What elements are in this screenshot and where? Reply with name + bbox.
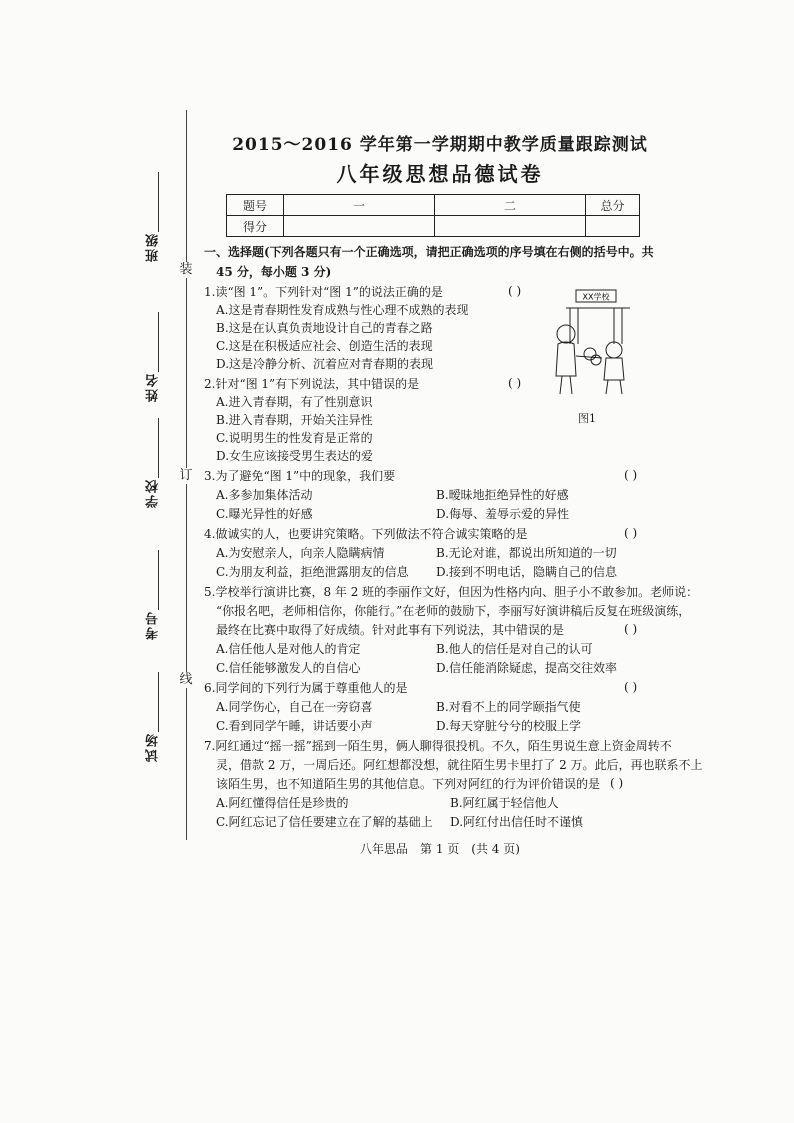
option: C.说明男生的性发育是正常的 [216,431,373,445]
option: B.无论对谁，都说出所知道的一切 [436,546,617,560]
figure-illustration [540,284,642,402]
field-class-line [158,172,159,232]
option: D.女生应该接受男生表达的爱 [216,449,374,463]
option: D.阿红付出信任时不谨慎 [450,815,584,829]
question-stem: 3.为了避免“图 1”中的现象，我们要 [204,469,396,483]
option: C.这是在积极适应社会、创造生活的表现 [216,339,433,353]
score-cell: 二 [435,195,586,216]
score-input-cell[interactable] [586,216,640,237]
field-exam-room-label: 试场 [146,732,161,762]
field-name-label: 姓名 [146,372,161,402]
exam-title: 2015～2016 学年第一学期期中教学质量跟踪测试 [232,135,648,155]
option: A.信任他人是对他人的肯定 [216,642,361,656]
option: C.曝光异性的好感 [216,507,313,521]
field-class[interactable] [140,172,170,262]
field-school-line [158,418,159,478]
score-table [226,194,640,237]
option: B.这是在认真负责地设计自己的青春之路 [216,321,433,335]
option: B.暧昧地拒绝异性的好感 [436,488,569,502]
option: A.这是青春期性发育成熟与性心理不成熟的表现 [216,303,469,317]
answer-paren[interactable]: ( ) [624,680,638,694]
binding-char-xian: 线 [179,672,193,687]
score-table-row [227,216,640,237]
field-name[interactable] [140,312,170,402]
option: D.侮辱、羞辱示爱的异性 [436,507,570,521]
option: C.阿红忘记了信任要建立在了解的基础上 [216,815,433,829]
field-name-line [158,312,159,372]
option: A.阿红懂得信任是珍贵的 [216,796,349,810]
option: B.阿红属于轻信他人 [450,796,559,810]
field-school-label: 学校 [146,478,161,508]
score-input-cell[interactable] [435,216,586,237]
question-stem: 7.阿红通过“摇一摇”摇到一陌生男，俩人聊得很投机。不久，陌生男说生意上资金周转不 [204,739,672,753]
option: B.他人的信任是对自己的认可 [436,642,593,656]
answer-paren[interactable]: ( ) [610,776,624,790]
exam-subtitle: 八年级思想品德试卷 [336,162,544,186]
answer-paren[interactable]: ( ) [624,468,638,482]
section-heading-cont: 45 分，每小题 3 分) [216,265,332,279]
option: D.每天穿脏兮兮的校服上学 [436,719,582,733]
section-heading: 一、选择题(下列各题只有一个正确选项，请把正确选项的序号填在右侧的括号中。共 [204,245,654,259]
option: C.为朋友利益，拒绝泄露朋友的信息 [216,565,409,579]
question-stem-cont: “你报名吧，老师相信你，你能行。”在老师的鼓励下，李丽写好演讲稿后反复在班级演练， [216,604,691,618]
option: D.接到不明电话，隐瞒自己的信息 [436,565,618,579]
option: D.这是冷静分析、沉着应对青春期的表现 [216,357,434,371]
question-stem-cont: 灵，借款 2 万，一周后还。阿红想都没想，就往陌生男卡里打了 2 万。此后，再也联系不上 [216,758,703,772]
score-cell: 得分 [227,216,284,237]
answer-paren[interactable]: ( ) [624,622,638,636]
score-cell: 总分 [586,195,640,216]
field-school[interactable] [140,418,170,508]
field-exam-room-line [158,672,159,732]
question-stem: 6.同学间的下列行为属于尊重他人的是 [204,681,408,695]
answer-paren[interactable]: ( ) [508,376,522,390]
question-stem: 5.学校举行演讲比赛，8 年 2 班的李丽作文好，但因为性格内向、胆子小不敢参加。老师说： [204,585,699,599]
field-exam-number[interactable] [140,550,170,640]
option: A.多参加集体活动 [216,488,313,502]
field-exam-number-label: 考号 [146,610,161,640]
binding-char-zhuang: 装 [179,262,193,277]
question-stem-cont: 最终在比赛中取得了好成绩。针对此事有下列说法，其中错误的是 [216,623,565,637]
score-cell: 一 [284,195,435,216]
option: A.为安慰亲人，向亲人隐瞒病情 [216,546,385,560]
option: B.对看不上的同学颐指气使 [436,700,581,714]
question-stem: 2.针对“图 1”有下列说法，其中错误的是 [204,377,420,391]
question-stem: 1.读“图 1”。下列针对“图 1”的说法正确的是 [204,285,443,299]
score-cell: 题号 [227,195,284,216]
field-class-label: 班级 [146,232,161,262]
option: D.信任能消除疑虑，提高交往效率 [436,661,618,675]
score-table-row [227,195,640,216]
option: B.进入青春期，开始关注异性 [216,413,373,427]
figure-school-sign: XX学校 [582,292,610,302]
answer-paren[interactable]: ( ) [508,284,522,298]
field-exam-room[interactable] [140,672,170,762]
field-exam-number-line [158,550,159,610]
question-stem: 4.做诚实的人，也要讲究策略。下列做法不符合诚实策略的是 [204,527,528,541]
question-stem-cont: 该陌生男，也不知道陌生男的其他信息。下列对阿红的行为评价错误的是 [216,777,601,791]
binding-char-ding: 订 [179,468,193,483]
answer-paren[interactable]: ( ) [624,526,638,540]
option: A.同学伤心，自己在一旁窃喜 [216,700,373,714]
score-input-cell[interactable] [284,216,435,237]
option: C.信任能够激发人的自信心 [216,661,361,675]
option: A.进入青春期，有了性别意识 [216,395,373,409]
option: C.看到同学午睡，讲话要小声 [216,719,373,733]
figure-caption: 图1 [578,412,596,425]
page-footer: 八年思品 第 1 页 (共 4 页) [360,842,520,856]
